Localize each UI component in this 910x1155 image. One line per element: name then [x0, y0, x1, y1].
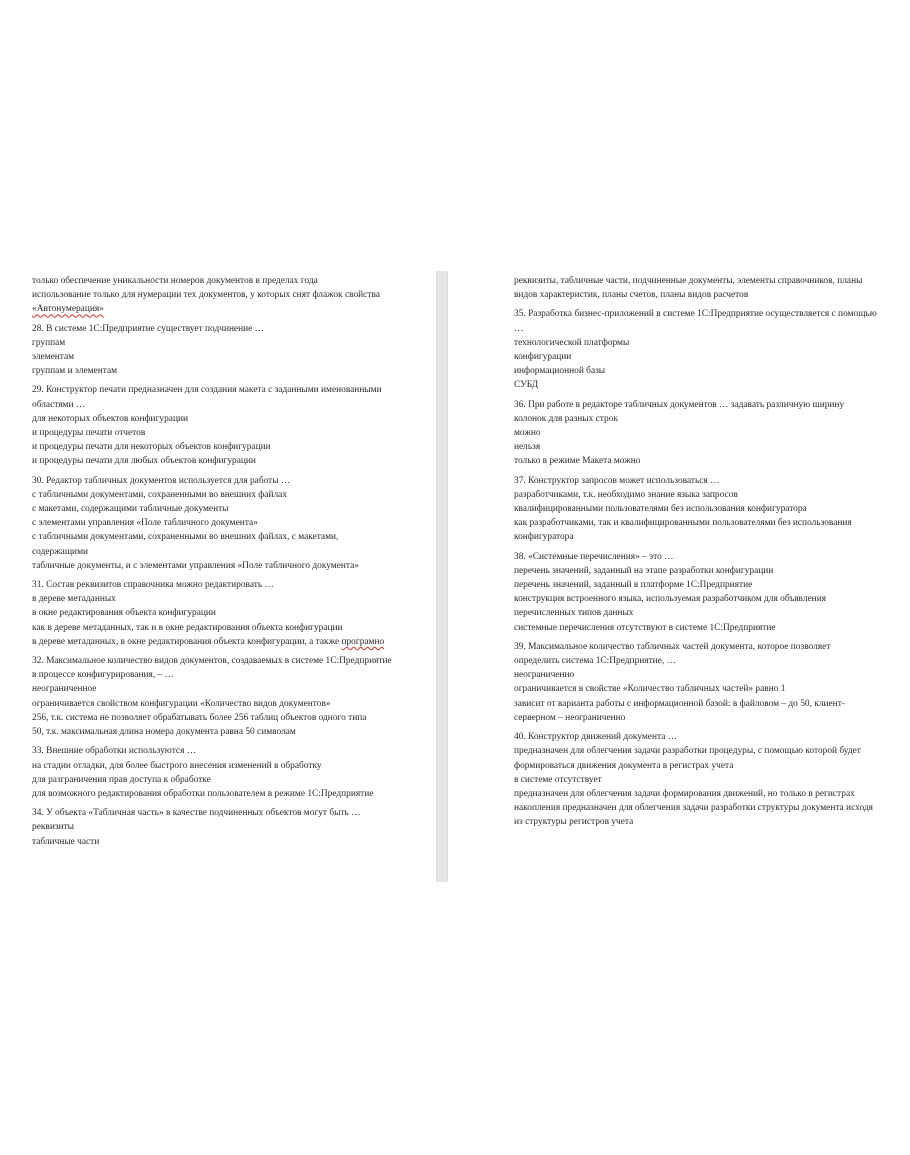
- question-block: [32, 578, 428, 649]
- answer-option: неограниченно: [514, 670, 575, 681]
- question-block: [32, 654, 428, 739]
- page-divider-scrollbar[interactable]: [436, 271, 448, 882]
- question-text: 32. Максимальное количество видов документов, создаваемых в системе 1С:Предприятие: [32, 656, 392, 667]
- answer-option: в дереве метаданных: [32, 594, 116, 605]
- question-text: 37. Конструктор запросов может использоваться …: [514, 475, 720, 486]
- question-block: [32, 474, 428, 573]
- answer-option: группам и элементам: [32, 366, 118, 377]
- question-text: в процессе конфигурирования, – …: [32, 670, 174, 681]
- answer-option: реквизиты: [32, 822, 74, 833]
- answer-option: табличные части: [32, 836, 100, 847]
- answer-option: зависит от варианта работы с информационной базой: в файловом – до 50, клиент-: [514, 698, 845, 709]
- question-text: 38. «Системные перечисления» – это …: [514, 551, 674, 562]
- answer-option: и процедуры печати отчетов: [32, 428, 146, 439]
- question-block: [32, 744, 428, 801]
- answer-option: только в режиме Макета можно: [514, 456, 641, 467]
- answer-option: разработчиками, т.к. необходимо знание языка запросов: [514, 489, 738, 500]
- answer-option: СУБД: [514, 380, 539, 391]
- answer-option: с элементами управления «Поле табличного документа»: [32, 518, 258, 529]
- answer-option: только обеспечение уникальности номеров документов в пределах года: [32, 276, 318, 286]
- question-text: 30. Редактор табличных документов используется для работы …: [32, 475, 291, 486]
- question-block: [32, 383, 428, 468]
- misspelled-word: програмно: [341, 636, 385, 647]
- misspelled-word: «Автонумерация»: [32, 304, 104, 315]
- answer-option: 50, т.к. максимальная длина номера документа равна 50 символам: [32, 727, 296, 738]
- question-text: 33. Внешние обработки используются …: [32, 746, 197, 757]
- question-text: определить система 1С:Предприятие, …: [514, 656, 676, 667]
- question-block: [514, 474, 894, 545]
- question-text: …: [514, 323, 524, 334]
- question-text: 31. Состав реквизитов справочника можно редактировать …: [32, 580, 274, 591]
- question-text: 29. Конструктор печати предназначен для создания макета с заданными именованными: [32, 385, 382, 396]
- question-text: 36. При работе в редакторе табличных документов … задавать различную ширину: [514, 399, 845, 410]
- answer-option: с табличными документами, сохраненными во внешних файлах, с макетами,: [32, 532, 339, 543]
- answer-option: с табличными документами, сохраненными во внешних файлах: [32, 489, 288, 500]
- question-text: 40. Конструктор движений документа …: [514, 732, 678, 743]
- answer-option: как разработчиками, так и квалифицированными пользователями без использования: [514, 518, 852, 529]
- answer-option: квалифицированными пользователями без использования конфигуратора: [514, 504, 807, 515]
- answer-option: как в дереве метаданных, так и в окне редактирования объекта конфигурации: [32, 622, 343, 633]
- answer-option: формироваться движения документа в регистрах учета: [514, 760, 734, 771]
- answer-option: табличные документы, и с элементами управления «Поле табличного документа»: [32, 560, 359, 571]
- question-block: [514, 398, 894, 469]
- answer-option: для некоторых объектов конфигурации: [32, 413, 189, 424]
- answer-option: с макетами, содержащими табличные документы: [32, 504, 229, 515]
- answer-option: конфигурации: [514, 352, 572, 363]
- answer-option: технологической платформы: [514, 337, 630, 348]
- answer-option: в системе отсутствует: [514, 774, 602, 785]
- answer-option: из структуры регистров учета: [514, 817, 634, 828]
- question-block: [32, 322, 428, 379]
- answer-option: конфигуратора: [514, 532, 574, 543]
- answer-option: неограниченное: [32, 684, 97, 695]
- question-block: [32, 806, 428, 849]
- answer-option: для разграничения прав доступа к обработке: [32, 774, 211, 785]
- left-page-column: [32, 274, 428, 849]
- answer-option: ограничивается свойством конфигурации «Количество видов документов»: [32, 698, 331, 709]
- answer-option: для возможного редактирования обработки пользователем в режиме 1С:Предприятие: [32, 788, 374, 799]
- question-block: [514, 550, 894, 635]
- answer-option: перечисленных типов данных: [514, 608, 634, 619]
- question-text: областями …: [32, 399, 86, 410]
- answer-option: и процедуры печати для любых объектов конфигурации: [32, 456, 256, 467]
- question-text: 28. В системе 1С:Предприятие существует подчинение …: [32, 323, 265, 334]
- answer-option: видов характеристик, планы счетов, планы видов расчетов: [514, 290, 749, 301]
- answer-option: системные перечисления отсутствуют в системе 1С:Предприятие: [514, 622, 776, 633]
- answer-option: серверном – неограниченно: [514, 712, 626, 723]
- answer-option: содержащими: [32, 546, 89, 557]
- answer-option: информационной базы: [514, 366, 606, 377]
- question-block: [514, 730, 894, 829]
- answer-option: можно: [514, 428, 541, 439]
- right-page-column: [514, 274, 894, 830]
- question-text: 34. У объекта «Табличная часть» в качестве подчиненных объектов могут быть …: [32, 808, 361, 819]
- answer-option: накопления предназначен для облегчения задачи разработки структуры документа исходя: [514, 803, 873, 814]
- question-text: 35. Разработка бизнес-приложений в системе 1С:Предприятие осуществляется с помощью: [514, 309, 877, 320]
- answer-option-text: в дереве метаданных, в окне редактирования объекта конфигурации, а также: [32, 636, 342, 647]
- answer-option: перечень значений, заданный на этапе разработки конфигурации: [514, 565, 774, 576]
- question-text: колонок для разных строк: [514, 413, 618, 424]
- answer-option: на стадии отладки, для более быстрого внесения изменений в обработку: [32, 760, 322, 771]
- answer-option: конструкция встроенного языка, используемая разработчиком для объявления: [514, 594, 827, 605]
- answer-option: [32, 635, 428, 649]
- answer-option: элементам: [32, 352, 75, 363]
- question-block: [514, 307, 894, 392]
- answer-option: 256, т.к. система не позволяет обрабатывать более 256 таблиц объектов одного типа: [32, 712, 367, 723]
- answer-option: ограничивается в свойстве «Количество табличных частей» равно 1: [514, 684, 786, 695]
- answer-option: группам: [32, 337, 66, 348]
- answer-option: перечень значений, заданный в платформе 1С:Предприятие: [514, 580, 753, 591]
- question-text: 39. Максимальное количество табличных частей документа, которое позволяет: [514, 641, 831, 652]
- answer-option: предназначен для облегчения задачи формирования движений, но только в регистрах: [514, 788, 855, 799]
- answer-option: использование только для нумерации тех документов, у которых снят флажок свойства: [32, 290, 380, 301]
- answer-option: и процедуры печати для некоторых объектов конфигурации: [32, 442, 271, 453]
- answer-option: в окне редактирования объекта конфигурации: [32, 608, 216, 619]
- question-block: [514, 640, 894, 725]
- answer-option: реквизиты, табличные части, подчиненные документы, элементы справочников, планы: [514, 276, 863, 286]
- answer-option: предназначен для облегчения задачи разработки процедуры, с помощью которой будет: [514, 746, 861, 757]
- answer-option: нельзя: [514, 442, 541, 453]
